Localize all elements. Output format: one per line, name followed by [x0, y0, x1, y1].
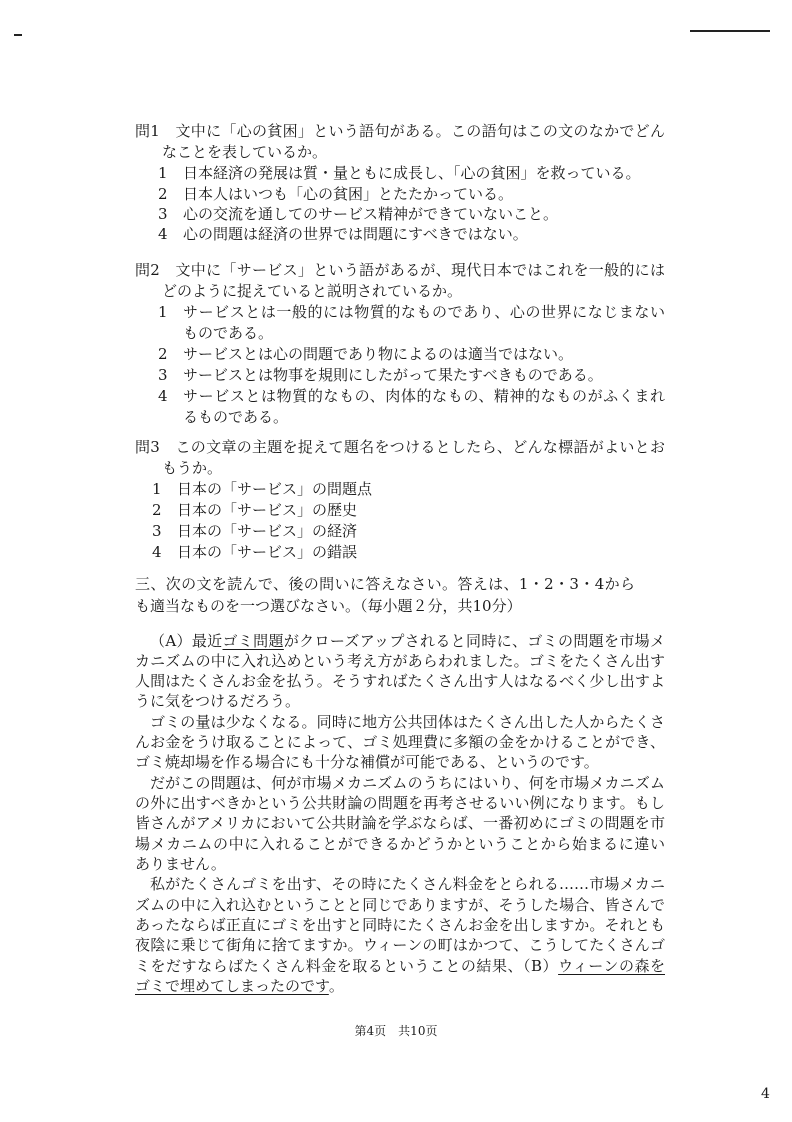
option-number: 3: [152, 522, 162, 540]
option-text: 日本経済の発展は質・量ともに成長し、「心の貧困」を救っている。: [183, 164, 641, 182]
option-number: 2: [152, 501, 162, 519]
option-text: 心の交流を通してのサービス精神ができていないこと。: [183, 205, 559, 223]
option-text: 日本の「サービス」の問題点: [177, 480, 373, 498]
option-text: サービスとは一般的には物質的なものであり、心の世界になじまない: [183, 303, 665, 321]
option-number: 2: [158, 185, 168, 203]
option-number: 1: [158, 164, 168, 182]
option-text: 日本人はいつも「心の貧困」とたたかっている。: [183, 185, 514, 203]
page-number: 4: [761, 1086, 770, 1102]
option-number: 4: [152, 543, 162, 561]
question-3-text: 問3 この文章の主題を捉えて題名をつけるとしたら、どんな標語がよいとお: [135, 438, 665, 456]
option-number: 3: [158, 205, 168, 223]
option-number: 3: [158, 366, 168, 384]
passage-line: [135, 976, 344, 996]
passage-line: ありません。: [135, 855, 226, 873]
option-text: 日本の「サービス」の経済: [177, 522, 358, 540]
passage-line: 私がたくさんゴミを出す、その時にたくさん料金をとられる……市場メカニ: [150, 875, 665, 893]
option-text-cont: るものである。: [183, 408, 289, 426]
passage-line: んお金をうけ取ることによって、ゴミ処理費に多額の金をかけることができ、: [135, 733, 665, 751]
passage-line: 夜陰に乗じて街角に捨てますか。ウィーンの町はかつて、こうしてたくさんゴ: [135, 936, 665, 954]
underlined-phrase-b: ウィーンの森を: [558, 957, 665, 975]
passage-text: 。: [328, 977, 344, 995]
passage-line: ズムの中に入れ込むということと同じでありますが、そうした場合、皆さんで: [135, 896, 665, 914]
section-3-instructions-cont: も適当なものを一つ選びなさい。（毎小題２分，共10分）: [135, 597, 522, 615]
option-number: 2: [158, 345, 168, 363]
passage-line: [150, 631, 665, 651]
passage-line: 人間はたくさんお金を払う。そうすればたくさん出す人はなるべく少し出すよ: [135, 672, 665, 690]
passage-line: 皆さんがアメリカにおいて公共財論を学ぶならば、一番初めにゴミの問題を市: [135, 814, 665, 832]
underlined-phrase-a: ゴミ問題: [222, 632, 284, 650]
option-text-cont: ものである。: [183, 324, 274, 342]
passage-text: ミをだすならばたくさん料金を取るということの結果、（B）: [135, 957, 559, 975]
passage-line: [135, 956, 665, 976]
passage-line: ゴミ焼却場を作る場合にも十分な補償が可能である、というのです。: [135, 753, 599, 771]
passage-line: 場メカニムの中に入れることができるかどうかということから始まるに違い: [135, 835, 665, 853]
question-1-text-cont: なことを表しているか。: [162, 143, 328, 161]
question-2-text: 問2 文中に「サービス」という語があるが、現代日本ではこれを一般的には: [135, 261, 665, 279]
question-2-text-cont: どのように捉えていると説明されているか。: [162, 282, 463, 300]
passage-text: がクローズアップされると同時に、ゴミの問題を市場メ: [283, 632, 665, 650]
scan-line: [690, 30, 770, 32]
section-3-instructions: 三、次の文を読んで、後の問いに答えなさい。答えは、1・2・3・4から: [135, 575, 635, 593]
question-3-text-cont: もうか。: [162, 459, 223, 477]
option-text: 日本の「サービス」の錯誤: [177, 543, 358, 561]
scan-mark: [14, 34, 22, 36]
option-text: 日本の「サービス」の歴史: [177, 501, 358, 519]
option-number: 1: [152, 480, 162, 498]
option-text: 心の問題は経済の世界では問題にすべきではない。: [183, 225, 528, 243]
passage-line: カニズムの中に入れ込めという考え方があらわれました。ゴミをたくさん出す: [135, 652, 665, 670]
passage-line: だがこの問題は、何が市場メカニズムのうちにはいり、何を市場メカニズム: [150, 774, 665, 792]
underlined-phrase-b-cont: ゴミで埋めてしまったのです: [135, 977, 329, 995]
option-number: 4: [158, 387, 168, 405]
passage-line: の外に出すべきかという公共財論の問題を再考させるいい例になります。もし: [135, 794, 665, 812]
option-text: サービスとは物質的なもの、肉体的なもの、精神的なものがふくまれ: [183, 387, 665, 405]
passage-line: あったならば正直にゴミを出すと同時にたくさんお金を出しますか。それとも: [135, 916, 665, 934]
option-text: サービスとは心の問題であり物によるのは適当ではない。: [183, 345, 574, 363]
passage-text: （A）最近: [150, 632, 223, 650]
option-number: 1: [158, 303, 168, 321]
option-number: 4: [158, 225, 168, 243]
question-1-text: 問1 文中に「心の貧困」という語句がある。この語句はこの文のなかでどん: [135, 122, 665, 140]
option-text: サービスとは物事を規則にしたがって果たすべきものである。: [183, 366, 603, 384]
passage-line: ゴミの量は少なくなる。同時に地方公共団体はたくさん出した人からたくさ: [150, 713, 665, 731]
page-footer: 第4页 共10页: [354, 1024, 438, 1038]
passage-line: うに気をつけるだろう。: [135, 692, 301, 710]
